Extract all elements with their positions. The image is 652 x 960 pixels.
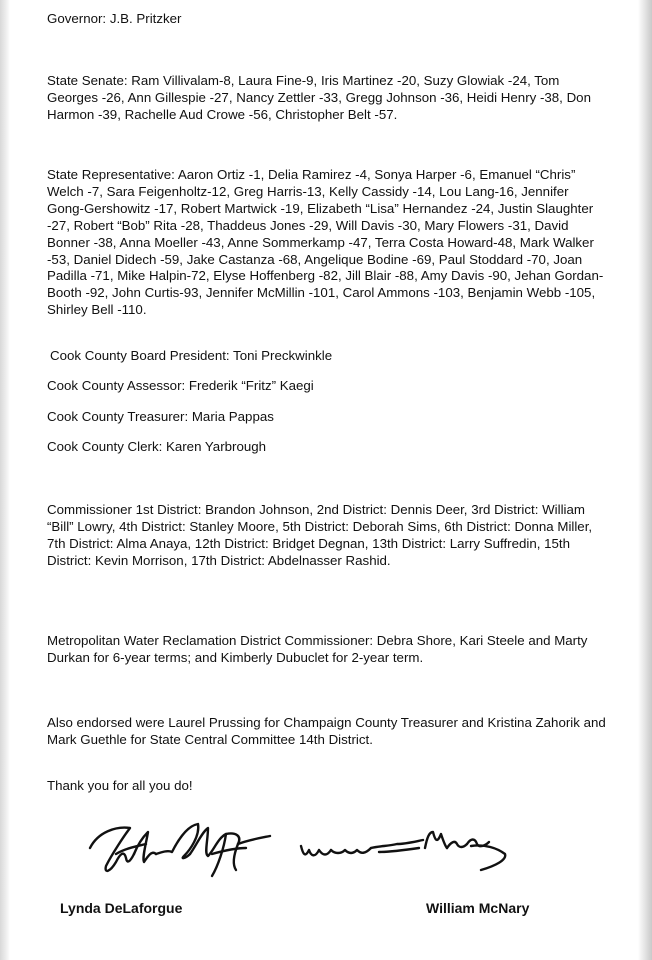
cook-clerk-endorsement: Cook County Clerk: Karen Yarbrough xyxy=(47,439,267,454)
left-signatory-name: Lynda DeLaforgue xyxy=(60,900,183,916)
cook-assessor-endorsement: Cook County Assessor: Frederik “Fritz” Kaegi xyxy=(47,378,314,393)
cook-treasurer-endorsement: Cook County Treasurer: Maria Pappas xyxy=(47,409,274,424)
page-shadow-left xyxy=(0,0,10,960)
other-endorsements: Also endorsed were Laurel Prussing for Champaign County Treasurer and Kristina Zahorik and Mark Guethle for State Central Committee 14th District. xyxy=(47,715,606,747)
commissioner-endorsements: Commissioner 1st District: Brandon Johnson, 2nd District: Dennis Deer, 3rd District: William “Bill” Lowry, 4th District: Stanley Moore, 5th District: Deborah Sims, 6th District: Donna Miller, 7th District: Alma Anaya, 12th District: Bridget Degnan, 13th District: Larry Suffredin, 15th District: Kevin Morrison, 17th District: Abdelnasser Rashid. xyxy=(47,502,593,568)
right-signature-ink xyxy=(295,824,515,880)
left-signature xyxy=(86,814,276,884)
right-signatory-name: William McNary xyxy=(426,900,530,916)
right-signature xyxy=(295,824,515,880)
page-shadow-right xyxy=(638,0,652,960)
closing-thanks: Thank you for all you do! xyxy=(47,778,193,793)
water-district-endorsements: Metropolitan Water Reclamation District Commissioner: Debra Shore, Kari Steele and Marty Durkan for 6-year terms; and Kimberly Dubuclet for 2-year term. xyxy=(47,633,588,665)
state-senate-endorsements: State Senate: Ram Villivalam-8, Laura Fine-9, Iris Martinez -20, Suzy Glowiak -24, Tom Georges -26, Ann Gillespie -27, Nancy Zettler -33, Gregg Johnson -36, Heidi Henry -38, Don Harmon -39, Rachelle Aud Crowe -56, Christopher Belt -57. xyxy=(47,73,591,122)
governor-endorsement: Governor: J.B. Pritzker xyxy=(47,11,182,26)
cook-board-president-endorsement: Cook County Board President: Toni Preckwinkle xyxy=(50,348,333,363)
left-signature-ink xyxy=(86,814,276,884)
state-representative-endorsements: State Representative: Aaron Ortiz -1, Delia Ramirez -4, Sonya Harper -6, Emanuel “Chris” Welch -7, Sara Feigenholtz-12, Greg Harris-13, Kelly Cassidy -14, Lou Lang-16, Jennifer Gong-Gershowitz -17, Robert Martwick -19, Elizabeth “Lisa” Hernandez -24, Justin Slaughter -27, Robert “Bob” Rita -28, Thaddeus Jones -29, Will Davis -30, Mary Flowers -31, David Bonner -38, Anna Moeller -43, Anne Sommerkamp -47, Terra Costa Howard-48, Mark Walker -53, Daniel Didech -59, Jake Castanza -68, Angelique Bodine -69, Paul Stoddard -70, Joan Padilla -71, Mike Halpin-72, Elyse Hoffenberg -82, Jill Blair -88, Amy Davis -90, Jehan Gordan-Booth -92, John Curtis-93, Jennifer McMillin -101, Carol Ammons -103, Benjamin Webb -105, Shirley Bell -110. xyxy=(47,167,604,318)
